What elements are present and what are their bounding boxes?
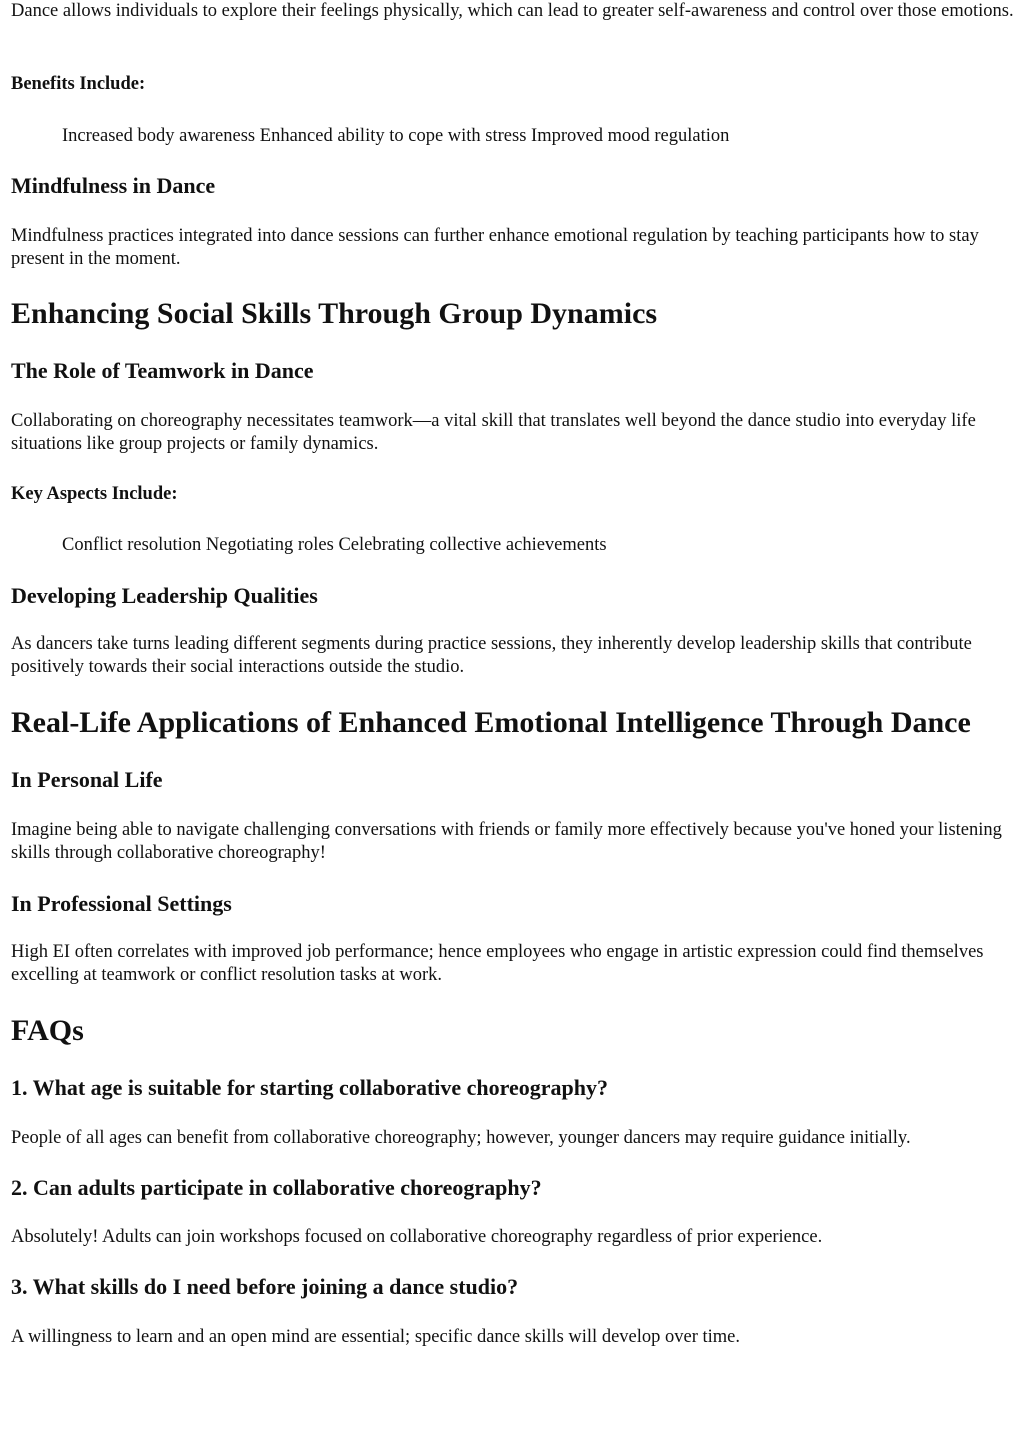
applications-heading: Real-Life Applications of Enhanced Emotional Intelligence Through Dance	[11, 706, 971, 739]
benefits-list	[62, 125, 729, 148]
list-item: Increased body awareness	[62, 126, 260, 146]
benefits-heading: Benefits Include:	[11, 74, 146, 94]
list-item: Negotiating roles	[205, 535, 339, 555]
personal-life-heading: In Personal Life	[11, 767, 163, 792]
mindfulness-heading: Mindfulness in Dance	[11, 173, 216, 198]
faq-question: 1. What age is suitable for starting collaborative choreography?	[11, 1075, 609, 1100]
list-item: Enhanced ability to cope with stress	[259, 126, 532, 146]
faq-question: 2. Can adults participate in collaborative choreography?	[11, 1175, 542, 1200]
personal-life-paragraph: Imagine being able to navigate challenging conversations with friends or family more effectively because you've honed your listening skills through collaborative choreography!	[11, 820, 1002, 863]
key-aspects-heading: Key Aspects Include:	[11, 484, 178, 504]
faq-question: 3. What skills do I need before joining a dance studio?	[11, 1274, 519, 1299]
list-item: Conflict resolution	[62, 535, 206, 555]
list-item: Celebrating collective achievements	[338, 535, 607, 555]
faqs-heading: FAQs	[11, 1014, 84, 1047]
social-skills-heading: Enhancing Social Skills Through Group Dynamics	[11, 297, 658, 330]
professional-paragraph: High EI often correlates with improved job performance; hence employees who engage in artistic expression could find themselves excelling at teamwork or conflict resolution tasks at work.	[11, 942, 984, 985]
key-aspects-list	[62, 534, 607, 557]
leadership-paragraph: As dancers take turns leading different segments during practice sessions, they inherently develop leadership skills that contribute positively towards their social interactions outside the studio.	[11, 634, 972, 677]
faq-answer: Absolutely! Adults can join workshops focused on collaborative choreography regardless of prior experience.	[11, 1227, 823, 1247]
leadership-heading: Developing Leadership Qualities	[11, 583, 318, 608]
list-item: Improved mood regulation	[531, 126, 730, 146]
mindfulness-paragraph: Mindfulness practices integrated into dance sessions can further enhance emotional regulation by teaching participants how to stay present in the moment.	[11, 226, 979, 269]
professional-heading: In Professional Settings	[11, 891, 232, 916]
faq-answer: People of all ages can benefit from collaborative choreography; however, younger dancers may require guidance initially.	[11, 1128, 911, 1148]
teamwork-heading: The Role of Teamwork in Dance	[11, 358, 314, 383]
teamwork-paragraph: Collaborating on choreography necessitates teamwork—a vital skill that translates well beyond the dance studio into everyday life situations like group projects or family dynamics.	[11, 411, 976, 454]
faq-answer: A willingness to learn and an open mind are essential; specific dance skills will develop over time.	[11, 1327, 741, 1347]
intro-paragraph: Dance allows individuals to explore their feelings physically, which can lead to greater self-awareness and control over those emotions.	[11, 1, 1014, 21]
